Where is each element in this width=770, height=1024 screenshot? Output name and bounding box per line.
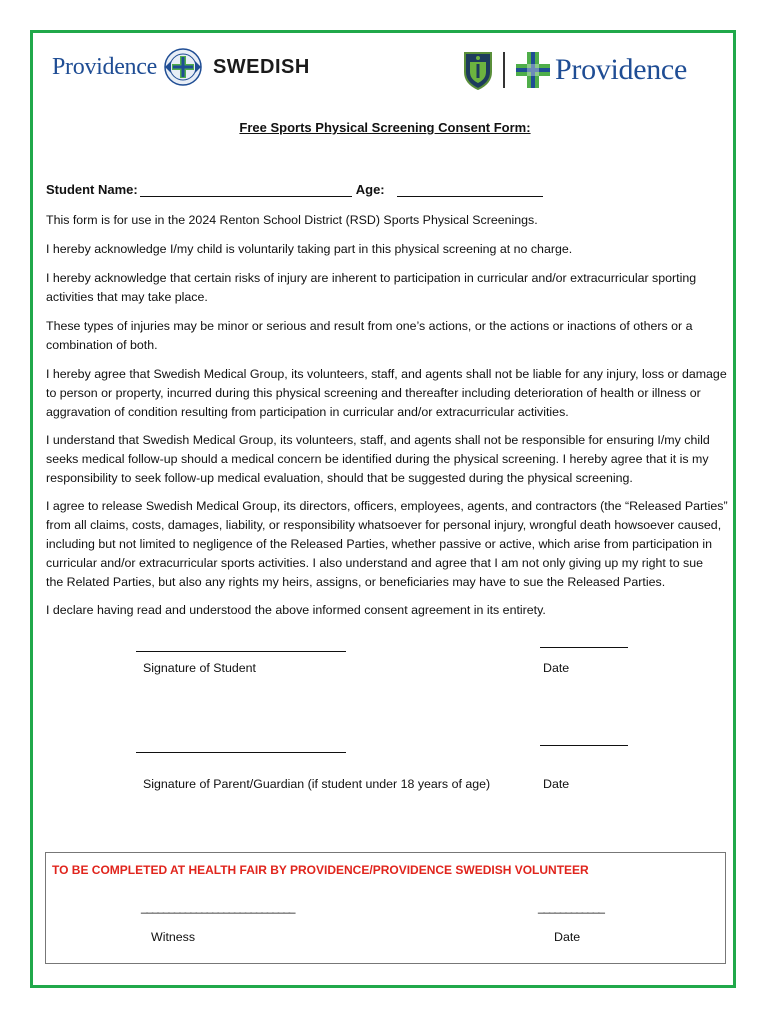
sounders-shield-icon [463, 50, 493, 90]
text-line: including but not limited to negligence of the Released Parties, whether passive or active, which arise from participation in [46, 537, 713, 551]
student-signature-line[interactable] [136, 651, 346, 652]
parent-date-line[interactable] [540, 745, 628, 746]
student-info-line [46, 182, 543, 197]
providence-wordmark: Providence [52, 53, 157, 80]
witness-signature-line[interactable]: ____________________________ [141, 900, 295, 914]
text-line: the Related Parties, but also any rights my heirs, assigns, or beneficiaries may have to sue the Released Parties. [46, 575, 666, 589]
paragraph-usage [46, 211, 746, 230]
providence-wordmark-large: Providence [555, 53, 687, 86]
text-line: aggravation of condition resulting from participation in curricular and/or extracurricular activities. [46, 405, 569, 419]
volunteer-heading: TO BE COMPLETED AT HEALTH FAIR BY PROVIDENCE/PROVIDENCE SWEDISH VOLUNTEER [52, 863, 589, 877]
text-line: I hereby acknowledge that certain risks of injury are inherent to participation in curricular and/or extracurricular sporting [46, 271, 697, 285]
logo-divider [503, 52, 505, 88]
student-signature-label: Signature of Student [143, 661, 256, 675]
text-line: I hereby agree that Swedish Medical Group, its volunteers, staff, and agents shall not be liable for any injury, loss or damage [46, 367, 727, 381]
swedish-crest-icon [163, 47, 203, 87]
providence-cross-icon [515, 51, 551, 89]
text-line: to person or property, incurred during this physical screening and thereafter including deterioration of health or illness or [46, 386, 701, 400]
providence-swedish-logo [52, 46, 310, 88]
age-field[interactable] [397, 184, 543, 197]
text-line: from all claims, costs, damages, liability, or responsibility whatsoever for personal injury, wrongful death howsoever caused, [46, 518, 722, 532]
student-date-line[interactable] [540, 647, 628, 648]
sounders-providence-logo [463, 44, 687, 96]
text-line: combination of both. [46, 338, 158, 352]
text-line: These types of injuries may be minor or serious and result from one’s actions, or the actions or inactions of others or a [46, 319, 693, 333]
paragraph-risks [46, 269, 746, 307]
text-line: I declare having read and understood the above informed consent agreement in its entirety. [46, 603, 546, 617]
paragraph-release [46, 497, 746, 592]
student-date-label: Date [543, 661, 570, 675]
text-line: I agree to release Swedish Medical Group, its directors, officers, employees, agents, and contractors (the “Released Parties” [46, 499, 728, 513]
swedish-wordmark: SWEDISH [212, 55, 310, 78]
student-name-label: Student Name: [46, 182, 138, 197]
witness-date-label: Date [554, 930, 581, 944]
paragraph-liability [46, 365, 746, 422]
witness-label: Witness [151, 930, 196, 944]
text-line: curricular and/or extracurricular sports activities. I also understand and agree that I am not only giving up my right to sue [46, 556, 704, 570]
parent-date-label: Date [543, 777, 570, 791]
form-title: Free Sports Physical Screening Consent Form: [239, 120, 531, 135]
text-line: responsibility to seek follow-up medical evaluation, should that be suggested during the physical screening. [46, 471, 633, 485]
text-line: I understand that Swedish Medical Group, its volunteers, staff, and agents shall not be responsible for ensuring I/my child [46, 433, 710, 447]
witness-date-line[interactable]: ____________ [538, 900, 604, 914]
text-line: seeks medical follow-up should a medical concern be identified during the physical screening. I hereby agree that it is my [46, 452, 709, 466]
paragraph-follow-up [46, 431, 746, 488]
parent-signature-label: Signature of Parent/Guardian (if student under 18 years of age) [143, 777, 491, 791]
parent-signature-line[interactable] [136, 752, 346, 753]
paragraph-declaration [46, 601, 746, 620]
age-label: Age: [355, 182, 385, 197]
text-line: I hereby acknowledge I/my child is voluntarily taking part in this physical screening at no charge. [46, 242, 573, 256]
paragraph-voluntary [46, 240, 746, 259]
student-name-field[interactable] [140, 184, 352, 197]
text-line: activities that may take place. [46, 290, 208, 304]
paragraph-injury-types [46, 317, 746, 355]
text-line: This form is for use in the 2024 Renton School District (RSD) Sports Physical Screenings. [46, 213, 538, 227]
